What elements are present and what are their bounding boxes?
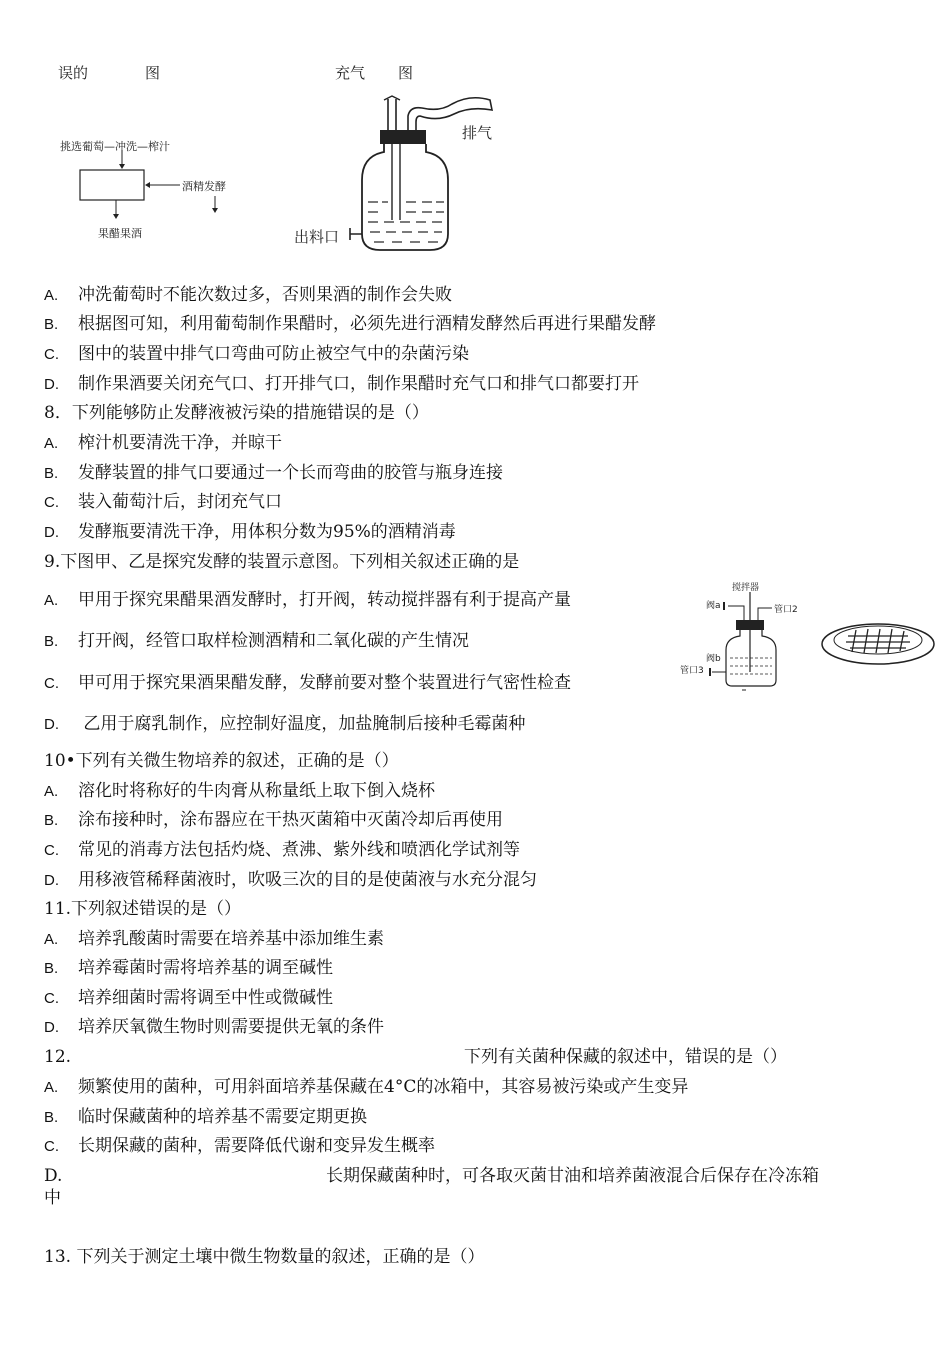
q13-stem: 13. 下列关于测定土壤中微生物数量的叙述，正确的是（）	[44, 1247, 485, 1267]
option-text: 乙用于腐乳制作，应控制好温度，加盐腌制后接种毛霉菌种	[78, 714, 526, 734]
option-text: 根据图可知，利用葡萄制作果醋时，必须先进行酒精发酵然后再进行果醋发酵	[78, 314, 656, 334]
q10-option-d	[44, 869, 537, 892]
option-label: A.	[44, 1079, 59, 1096]
option-text: 培养厌氧微生物时则需要提供无氧的条件	[78, 1017, 384, 1037]
option-text: 涂布接种时，涂布器应在干热灭菌箱中灭菌冷却后再使用	[78, 810, 503, 830]
option-text: 发酵瓶要清洗干净，用体积分数为95%的酒精消毒	[78, 522, 456, 542]
option-label: C.	[44, 494, 59, 511]
option-label: A.	[44, 435, 59, 452]
option-label: A.	[44, 592, 59, 609]
q12-option-d-label: D.	[44, 1166, 63, 1186]
option-text: 装入葡萄汁后，封闭充气口	[78, 492, 282, 512]
option-text: 临时保藏菌种的培养基不需要定期更换	[78, 1107, 367, 1127]
q11-option-a	[44, 928, 384, 951]
option-label: C.	[44, 346, 59, 363]
q12-option-c	[44, 1135, 435, 1158]
q9-option-a	[44, 589, 571, 612]
option-label: A.	[44, 783, 59, 800]
q11-option-d	[44, 1016, 384, 1039]
option-text: 冲洗葡萄时不能次数过多，否则果酒的制作会失败	[78, 285, 452, 305]
option-text: 培养霉菌时需将培养基的调至碱性	[78, 958, 333, 978]
q8-stem: 8．下列能够防止发酵液被污染的措施错误的是（）	[44, 403, 429, 423]
q8-option-a	[44, 432, 282, 455]
option-text: 榨汁机要清洗干净，并晾干	[78, 433, 282, 453]
option-text: 常见的消毒方法包括灼烧、煮沸、紫外线和喷洒化学试剂等	[78, 840, 520, 860]
option-text: 频繁使用的菌种，可用斜面培养基保藏在4°C的冰箱中，其容易被污染或产生变异	[78, 1077, 689, 1097]
bottle-outlet-label: 出料口	[294, 228, 340, 246]
q9-valve-b-label: 阀b	[706, 654, 721, 664]
q12-stem: 下列有关菌种保藏的叙述中，错误的是（）	[464, 1047, 787, 1067]
fermentation-bottle-diagram	[330, 94, 510, 256]
option-label: C.	[44, 990, 59, 1007]
q9-valve-a-label: 阀a	[706, 601, 721, 611]
top-fragment-left2: 图	[145, 64, 161, 82]
q9-apparatus-diagram	[690, 580, 800, 692]
bottle-exhaust-label: 排气	[462, 124, 493, 142]
option-text: 图中的装置中排气口弯曲可防止被空气中的杂菌污染	[78, 344, 469, 364]
q12-option-d-text: 长期保藏菌种时，可各取灭菌甘油和培养菌液混合后保存在冷冻箱	[326, 1166, 819, 1186]
top-fragment-mid: 充气	[335, 64, 366, 82]
q11-option-b	[44, 957, 333, 980]
option-label: D.	[44, 524, 59, 541]
option-label: D.	[44, 1019, 59, 1036]
q10-option-b	[44, 809, 503, 832]
option-label: B.	[44, 1109, 59, 1126]
q9-pipe2-label: 管口2	[774, 605, 798, 615]
q9-stirrer-label: 搅拌器	[732, 583, 760, 593]
option-text: 发酵装置的排气口要通过一个长而弯曲的胶管与瓶身连接	[78, 463, 503, 483]
q10-option-c	[44, 839, 520, 862]
q12-option-a	[44, 1076, 688, 1099]
option-label: C.	[44, 675, 59, 692]
q8-option-d	[44, 521, 456, 544]
q11-stem: 11.下列叙述错误的是（）	[44, 899, 242, 919]
option-label: B.	[44, 960, 59, 977]
q12-option-d-wrap: 中	[44, 1188, 61, 1208]
flow-side-label: 酒精发酵	[182, 180, 226, 193]
q7-option-a	[44, 284, 452, 307]
option-text: 长期保藏的菌种，需要降低代谢和变异发生概率	[78, 1136, 435, 1156]
q7-option-d	[44, 373, 639, 396]
q9-option-b	[44, 630, 469, 653]
option-label: D.	[44, 376, 59, 393]
option-label: A.	[44, 931, 59, 948]
q8-option-c	[44, 491, 282, 514]
option-text: 打开阀，经管口取样检测酒精和二氧化碳的产生情况	[78, 631, 469, 651]
option-text: 用移液管稀释菌液时，吹吸三次的目的是使菌液与水充分混匀	[78, 870, 537, 890]
option-label: A.	[44, 287, 59, 304]
q10-stem: 10•下列有关微生物培养的叙述，正确的是（）	[44, 751, 399, 771]
option-text: 溶化时将称好的牛肉膏从称量纸上取下倒入烧杯	[78, 781, 435, 801]
option-label: B.	[44, 812, 59, 829]
option-label: C.	[44, 1138, 59, 1155]
q10-option-a	[44, 780, 435, 803]
option-label: B.	[44, 316, 59, 333]
q12-number: 12.	[44, 1047, 72, 1067]
option-text: 甲用于探究果醋果酒发酵时，打开阀，转动搅拌器有利于提高产量	[78, 590, 571, 610]
option-text: 甲可用于探究果酒果醋发酵，发酵前要对整个装置进行气密性检查	[78, 673, 571, 693]
q7-option-b	[44, 313, 656, 336]
option-text: 制作果酒要关闭充气口、打开排气口，制作果醋时充气口和排气口都要打开	[78, 374, 639, 394]
q12-option-b	[44, 1106, 367, 1129]
q8-option-b	[44, 462, 503, 485]
q9-pipe3-label: 管口3	[680, 666, 704, 676]
q9-option-d	[44, 713, 525, 736]
option-label: B.	[44, 465, 59, 482]
top-fragment-left: 误的	[58, 64, 89, 82]
top-fragment-mid2: 图	[398, 64, 414, 82]
q9-stem: 9.下图甲、乙是探究发酵的装置示意图。下列相关叙述正确的是	[44, 552, 520, 572]
option-text: 培养细菌时需将调至中性或微碱性	[78, 988, 333, 1008]
option-text: 培养乳酸菌时需要在培养基中添加维生素	[78, 929, 384, 949]
flow-top-label: 挑选葡萄—冲洗—榨汁	[60, 140, 170, 153]
q7-option-c	[44, 343, 469, 366]
flow-bottom-label: 果醋果酒	[98, 227, 142, 240]
q9-option-c	[44, 672, 571, 695]
q9-dish-diagram	[820, 620, 940, 670]
option-label: B.	[44, 633, 59, 650]
q11-option-c	[44, 987, 333, 1010]
option-label: D.	[44, 716, 59, 733]
option-label: D.	[44, 872, 59, 889]
flow-diagram	[60, 148, 260, 238]
option-label: C.	[44, 842, 59, 859]
